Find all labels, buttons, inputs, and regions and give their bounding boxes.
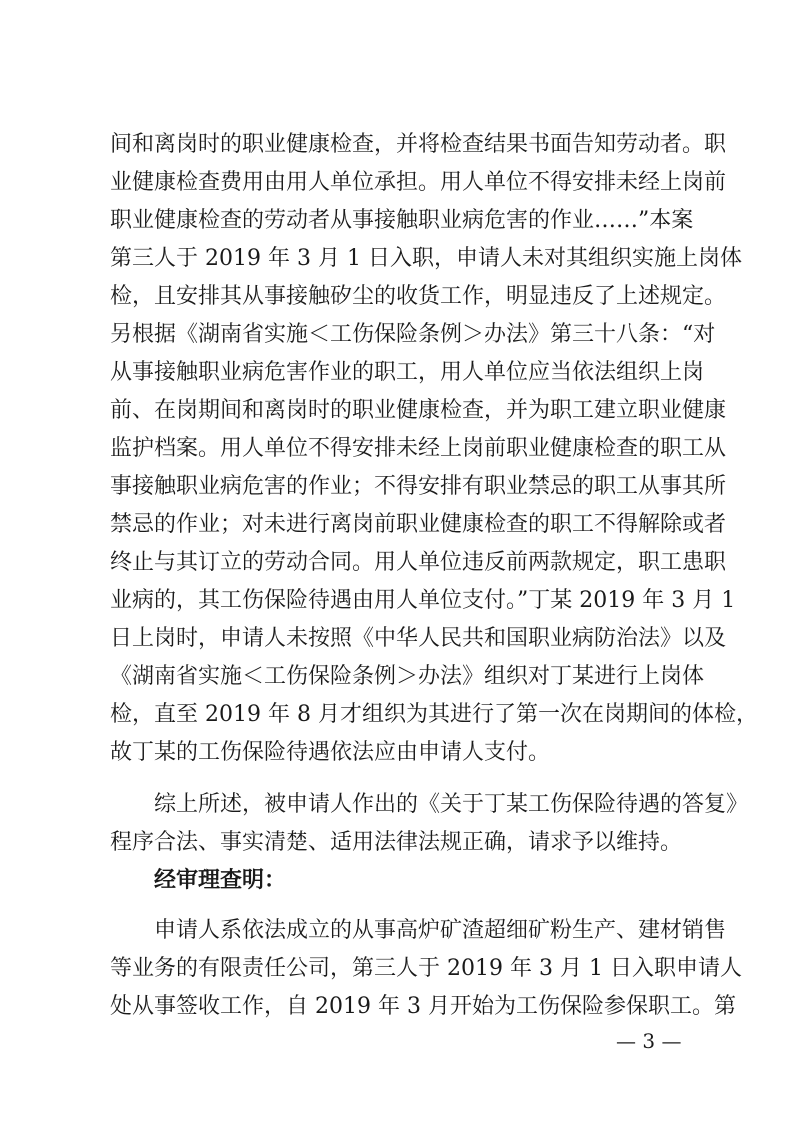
body-line: 处从事签收工作，自 2019 年 3 月开始为工伤保险参保职工。第 [110,994,736,1019]
body-line: 第三人于 2019 年 3 月 1 日入职，申请人未对其组织实施上岗体 [110,246,742,271]
section-heading: 经审理查明： [154,868,287,893]
body-line: 前、在岗期间和离岗时的职业健康检查，并为职工建立职业健康 [110,398,727,423]
body-line: 日上岗时，申请人未按照《中华人民共和国职业病防治法》以及 [110,626,727,651]
body-line: 程序合法、事实清楚、适用法律法规正确，请求予以维持。 [110,830,683,855]
body-line: 职业健康检查的劳动者从事接触职业病危害的作业……”本案 [110,208,694,233]
body-line: 终止与其订立的劳动合同。用人单位违反前两款规定，职工患职 [110,550,727,575]
page-number: — 3 — [616,1029,682,1053]
body-line: 等业务的有限责任公司，第三人于 2019 年 3 月 1 日入职申请人 [110,956,742,981]
body-line: 综上所述，被申请人作出的《关于丁某工伤保险待遇的答复》 [154,792,749,817]
body-line: 监护档案。用人单位不得安排未经上岗前职业健康检查的职工从 [110,436,727,461]
body-line: 故丁某的工伤保险待遇依法应由申请人支付。 [110,740,551,765]
body-line: 检，且安排其从事接触矽尘的收货工作，明显违反了上述规定。 [110,284,727,309]
body-line: 检，直至 2019 年 8 月才组织为其进行了第一次在岗期间的体检， [110,702,758,727]
body-line: 禁忌的作业；对未进行离岗前职业健康检查的职工不得解除或者 [110,512,727,537]
body-line: 从事接触职业病危害作业的职工，用人单位应当依法组织上岗 [110,360,705,385]
body-line: 业健康检查费用由用人单位承担。用人单位不得安排未经上岗前 [110,170,727,195]
body-line: 间和离岗时的职业健康检查，并将检查结果书面告知劳动者。职 [110,132,727,157]
body-line: 申请人系依法成立的从事高炉矿渣超细矿粉生产、建材销售 [154,918,727,943]
body-line: 业病的，其工伤保险待遇由用人单位支付。”丁某 2019 年 3 月 1 [110,588,736,613]
body-line: 《湖南省实施＜工伤保险条例＞办法》组织对丁某进行上岗体 [110,664,705,689]
body-line: 事接触职业病危害的作业；不得安排有职业禁忌的职工从事其所 [110,474,727,499]
body-line: 另根据《湖南省实施＜工伤保险条例＞办法》第三十八条：“对 [110,322,716,347]
